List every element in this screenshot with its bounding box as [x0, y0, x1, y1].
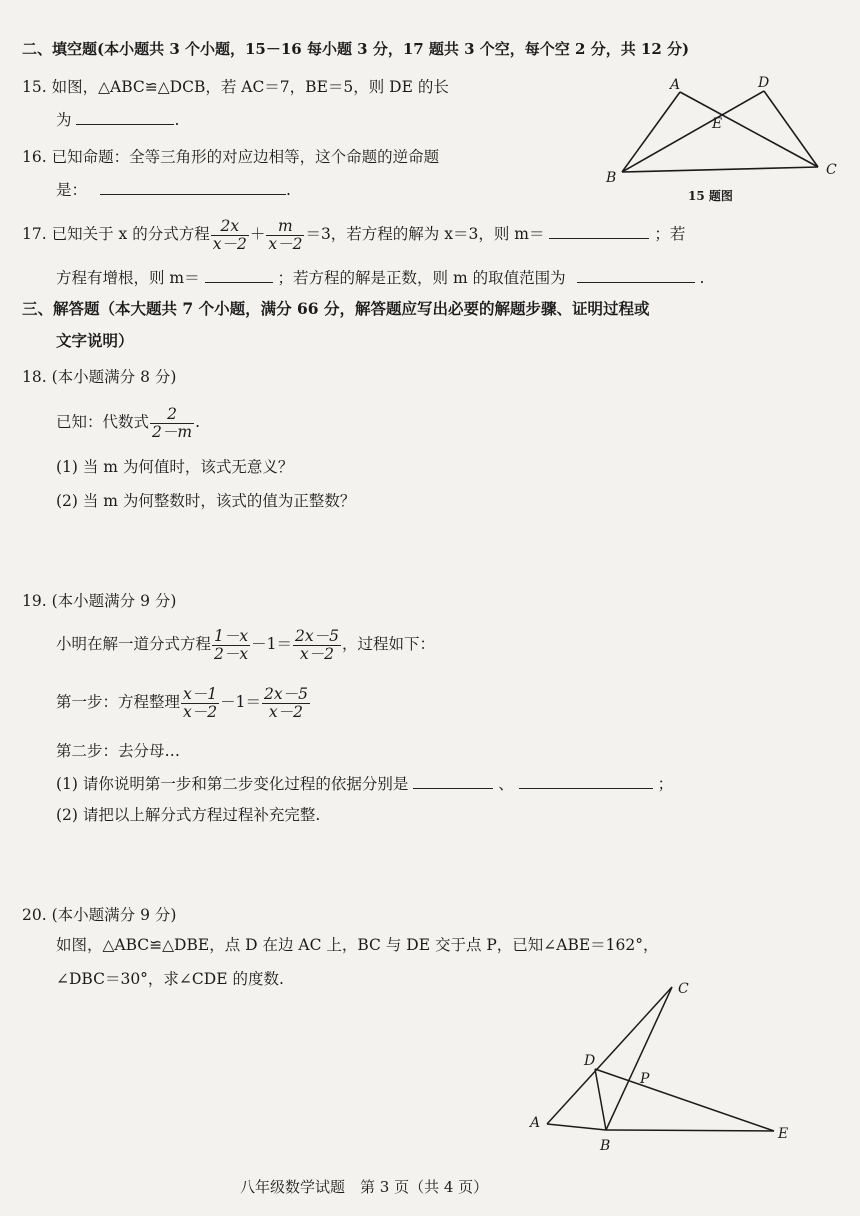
fraction-denominator: x－2 — [212, 234, 247, 253]
question-20-header — [22, 904, 176, 926]
question-17-text: 已知关于 x 的分式方程 — [51, 225, 210, 243]
question-19-number: 19. — [22, 592, 47, 610]
fig20-label-a: A — [530, 1115, 541, 1131]
question-15-text: 如图，△ABC≌△DCB，若 AC＝7，BE＝5，则 DE 的长 — [51, 78, 449, 96]
question-19-part-1-text: (1) 请你说明第一步和第二步变化过程的依据分别是 — [56, 775, 409, 793]
fraction-denominator: x－2 — [268, 234, 303, 253]
question-17-answer-blank-1[interactable] — [549, 222, 649, 239]
question-19-step-2: 第二步：去分母… — [56, 742, 181, 760]
question-17-answer-blank-2[interactable] — [205, 266, 273, 283]
fraction-numerator: m — [266, 218, 304, 236]
question-16-line2 — [56, 178, 291, 201]
fig20-segment-de — [595, 1069, 774, 1131]
question-18-part-1: (1) 当 m 为何值时，该式无意义？ — [56, 458, 294, 476]
question-19-fraction-2 — [293, 628, 341, 663]
fraction-numerator: 1－x — [214, 626, 249, 645]
section2-heading: 二、填空题(本小题共 3 个小题，15－16 每小题 3 分，17 题共 3 个空，每个空 2 分，共 12 分) — [22, 40, 690, 58]
fig15-label-e: E — [712, 116, 723, 132]
fig20-segment-be — [606, 1130, 774, 1131]
question-15-end: . — [174, 111, 180, 129]
question-19-part-2: (2) 请把以上解分式方程过程补充完整. — [56, 806, 321, 824]
fig15-label-b: B — [606, 170, 617, 186]
question-19-intro-text: 小明在解一道分式方程 — [56, 635, 212, 653]
question-19-intro — [56, 624, 435, 664]
fraction-denominator: 2－m — [152, 422, 193, 441]
question-16-text-b: 是： — [56, 181, 88, 199]
fraction-numerator: 2x－5 — [264, 684, 308, 703]
question-19-score: (本小题满分 9 分) — [51, 592, 177, 610]
question-19-step-1-fraction-2 — [262, 686, 310, 721]
question-20-text: 如图，△ABC≌△DBE，点 D 在边 AC 上，BC 与 DE 交于点 P，已知∠ABE＝162°， — [56, 936, 659, 954]
question-19-part-1-sep: 、 — [498, 775, 514, 793]
fig20-label-d: D — [584, 1053, 596, 1069]
fig15-label-d: D — [758, 75, 770, 91]
page-footer: 八年级数学试题 第 3 页（共 4 页） — [240, 1178, 489, 1196]
fig20-label-b: B — [600, 1138, 611, 1154]
fig20-segment-db — [595, 1069, 606, 1130]
question-19-step-1 — [56, 682, 311, 722]
fig15-label-a: A — [670, 77, 681, 93]
question-16-line1 — [22, 146, 439, 168]
fraction-denominator: x－2 — [268, 702, 304, 721]
question-17-text-d: ；若方程的解是正数，则 m 的取值范围为 — [277, 269, 566, 287]
question-18-intro-text: 已知：代数式 — [56, 413, 150, 431]
question-15-line2 — [56, 108, 179, 131]
question-19-step-1-fraction-1 — [181, 686, 219, 721]
question-17-text-b: ＝3，若方程的解为 x＝3，则 m＝ — [305, 225, 545, 243]
question-17-fraction-2 — [266, 218, 304, 253]
question-15-answer-blank[interactable] — [76, 108, 174, 125]
question-19-minus: －1＝ — [251, 635, 292, 653]
section3-heading-cont: 文字说明） — [56, 331, 134, 350]
question-17-number: 17. — [22, 225, 47, 243]
fraction-numerator: 2x — [211, 218, 249, 236]
question-19-answer-blank-2[interactable] — [519, 772, 653, 789]
question-19-fraction-1 — [212, 628, 250, 663]
question-18-intro-end: . — [195, 413, 201, 431]
question-15-number: 15. — [22, 78, 47, 96]
plus-sign: ＋ — [249, 225, 266, 243]
question-19-answer-blank-1[interactable] — [413, 772, 493, 789]
question-18-number: 18. — [22, 368, 47, 386]
question-16-end: . — [285, 181, 291, 199]
question-15-line1 — [22, 76, 449, 98]
fig20-segment-bc — [606, 987, 672, 1130]
fraction-denominator: 2－x — [214, 644, 249, 663]
question-19-part-1 — [56, 772, 673, 795]
question-20-number: 20. — [22, 906, 47, 924]
fraction-numerator: x－1 — [183, 684, 218, 703]
fig20-segment-ac — [547, 987, 672, 1124]
question-19-step-1-mid: －1＝ — [220, 693, 261, 711]
question-16-number: 16. — [22, 148, 47, 166]
question-17-semicolon: ；若 — [654, 225, 686, 243]
question-20-text-b: ∠DBC＝30°，求∠CDE 的度数. — [56, 970, 284, 988]
question-16-text: 已知命题：全等三角形的对应边相等，这个命题的逆命题 — [51, 148, 440, 166]
question-17-answer-blank-3[interactable] — [577, 266, 695, 283]
question-18-intro — [56, 402, 200, 442]
fig15-segment-ab — [622, 92, 680, 172]
fraction-numerator: 2x－5 — [295, 626, 339, 645]
question-17-text-c: 方程有增根，则 m＝ — [56, 269, 200, 287]
fraction-numerator: 2 — [150, 406, 194, 424]
fig15-segment-ac — [680, 92, 818, 167]
fig15-caption: 15 题图 — [688, 189, 733, 203]
question-19-header — [22, 590, 176, 612]
question-17-end: . — [699, 269, 705, 287]
fig20-segment-ab — [547, 1124, 606, 1130]
question-17-fraction-1 — [211, 218, 249, 253]
fraction-denominator: x－2 — [183, 702, 218, 721]
question-17-line2 — [56, 266, 704, 289]
fig20-label-p: P — [640, 1071, 650, 1087]
question-20-score: (本小题满分 9 分) — [51, 906, 177, 924]
question-16-answer-blank[interactable] — [100, 178, 286, 195]
question-18-fraction — [150, 406, 194, 441]
fig20-label-e: E — [778, 1126, 789, 1142]
figure-20 — [520, 975, 820, 1155]
section3-heading: 三、解答题（本大题共 7 个小题，满分 66 分，解答题应写出必要的解题步骤、证明过程或 — [22, 299, 650, 318]
fig15-label-c: C — [826, 162, 837, 178]
question-19-part-1-end: ； — [657, 775, 674, 793]
question-19-intro-end: ，过程如下： — [341, 635, 435, 653]
question-18-score: (本小题满分 8 分) — [51, 368, 177, 386]
fig15-segment-bd — [622, 91, 764, 172]
question-18-part-2: (2) 当 m 为何整数时，该式的值为正整数？ — [56, 492, 356, 510]
question-19-step-1-text: 第一步：方程整理 — [56, 693, 181, 711]
figure-15 — [596, 70, 846, 210]
question-15-text-b: 为 — [56, 111, 72, 129]
fig15-segment-dc — [764, 91, 818, 167]
fig20-label-c: C — [678, 981, 689, 997]
question-18-header — [22, 366, 176, 388]
question-17-line1 — [22, 216, 685, 252]
fraction-denominator: x－2 — [299, 644, 335, 663]
fig15-segment-bc — [622, 167, 818, 172]
